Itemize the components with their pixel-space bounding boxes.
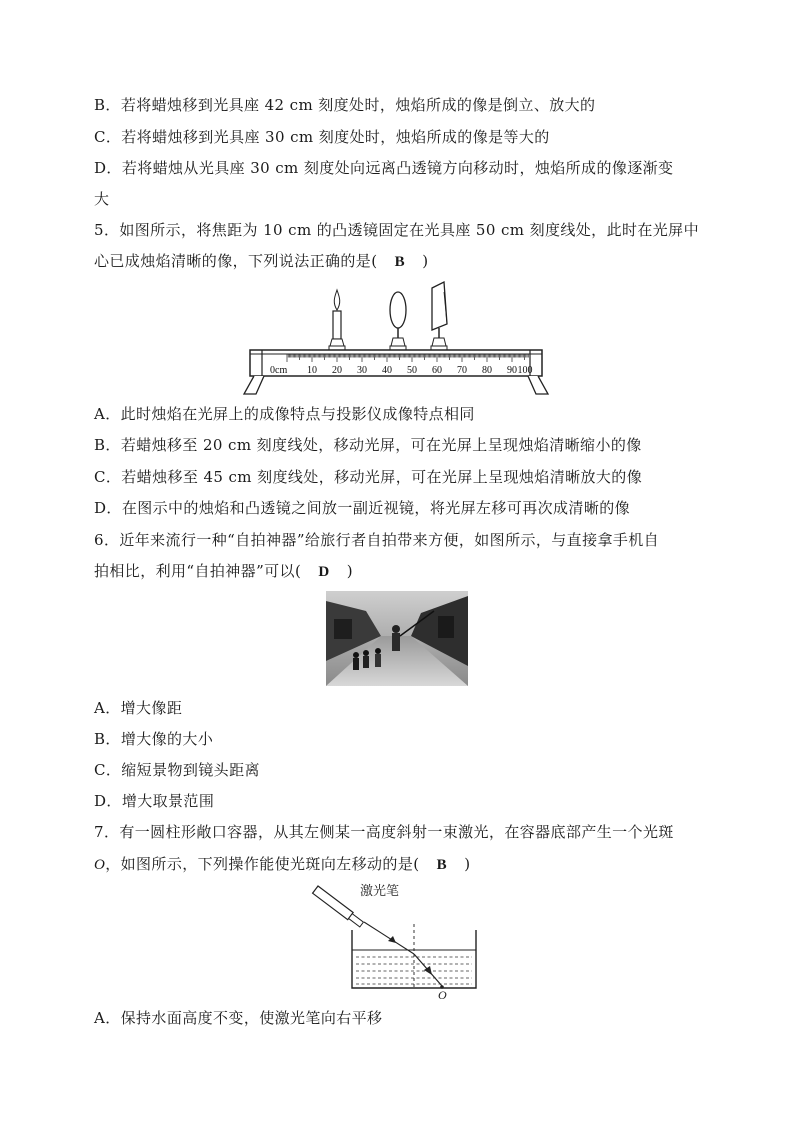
q5-option-c: C．若蜡烛移至 45 cm 刻度线处，移动光屏，可在光屏上呈现烛焰清晰放大的像 — [94, 468, 643, 486]
q6-option-b: B．增大像的大小 — [94, 730, 214, 748]
ruler-label-90: 90 — [507, 365, 517, 376]
ruler-label-10: 10 — [307, 365, 317, 376]
ruler-label-20: 20 — [332, 365, 342, 376]
convex-lens — [390, 292, 406, 350]
container — [352, 924, 476, 988]
q4-option-d-line2: 大 — [94, 190, 110, 208]
q7-stem-line2 — [94, 854, 471, 875]
optical-bench-figure — [236, 280, 556, 398]
q4-option-d-line1: D．若将蜡烛从光具座 30 cm 刻度处向远离凸透镜方向移动时，烛焰所成的像逐渐变 — [94, 159, 674, 177]
q4-option-b: B．若将蜡烛移到光具座 42 cm 刻度处时，烛焰所成的像是倒立、放大的 — [94, 96, 596, 114]
q6-option-c: C．缩短景物到镜头距离 — [94, 761, 260, 779]
ruler-label-60: 60 — [432, 365, 442, 376]
selfie-stick-photo — [326, 591, 468, 686]
laser-pen-label: 激光笔 — [360, 884, 400, 899]
q6-stem-line2 — [94, 561, 353, 582]
light-screen — [431, 282, 447, 350]
q5-option-d: D．在图示中的烛焰和凸透镜之间放一副近视镜，将光屏左移可再次成清晰的像 — [94, 499, 631, 517]
q5-stem-text: 心已成烛焰清晰的像，下列说法正确的是( — [94, 252, 378, 270]
laser-pen — [313, 886, 365, 928]
q5-stem-line1: 5．如图所示，将焦距为 10 cm 的凸透镜固定在光具座 50 cm 刻度线处，此时在光屏中 — [94, 221, 699, 239]
q7-point-o: O — [94, 857, 106, 873]
beam-arrow — [388, 936, 396, 943]
ruler-label-50: 50 — [407, 365, 417, 376]
q6-stem-line1: 6．近年来流行一种“自拍神器”给旅行者自拍带来方便，如图所示，与直接拿手机自 — [94, 531, 660, 549]
q7-close-paren: ) — [464, 855, 471, 873]
ruler-label-40: 40 — [382, 365, 392, 376]
q7-stem-text: ，如图所示，下列操作能使光斑向左移动的是( — [105, 855, 420, 873]
q5-close-paren: ) — [422, 252, 429, 270]
point-o-label: O — [438, 988, 447, 1002]
q6-option-d: D．增大取景范围 — [94, 792, 215, 810]
q5-option-a: A．此时烛焰在光屏上的成像特点与投影仪成像特点相同 — [94, 405, 475, 423]
candle — [329, 290, 345, 350]
q5-option-b: B．若蜡烛移至 20 cm 刻度线处，移动光屏，可在光屏上呈现烛焰清晰缩小的像 — [94, 436, 642, 454]
ruler-label-30: 30 — [357, 365, 367, 376]
laser-container-figure — [310, 878, 490, 1002]
q7-option-a: A．保持水面高度不变，使激光笔向右平移 — [94, 1009, 383, 1027]
ruler-label-100: 100 — [517, 365, 533, 376]
q6-answer: D — [318, 564, 330, 580]
ruler-label-80: 80 — [482, 365, 492, 376]
q5-answer: B — [394, 254, 406, 270]
q4-option-c: C．若将蜡烛移到光具座 30 cm 刻度处时，烛焰所成的像是等大的 — [94, 128, 550, 146]
ruler-label-0: 0cm — [270, 365, 288, 376]
q6-close-paren: ) — [346, 562, 354, 580]
incident-beam — [364, 922, 414, 954]
q7-answer: B — [436, 857, 448, 873]
q5-stem-line2 — [94, 251, 428, 272]
q7-stem-line1: 7．有一圆柱形敞口容器，从其左侧某一高度斜射一束激光，在容器底部产生一个光斑 — [94, 823, 674, 841]
q6-stem-text: 拍相比，利用“自拍神器”可以( — [94, 562, 302, 580]
q6-option-a: A．增大像距 — [94, 699, 183, 717]
ruler-label-70: 70 — [457, 365, 467, 376]
